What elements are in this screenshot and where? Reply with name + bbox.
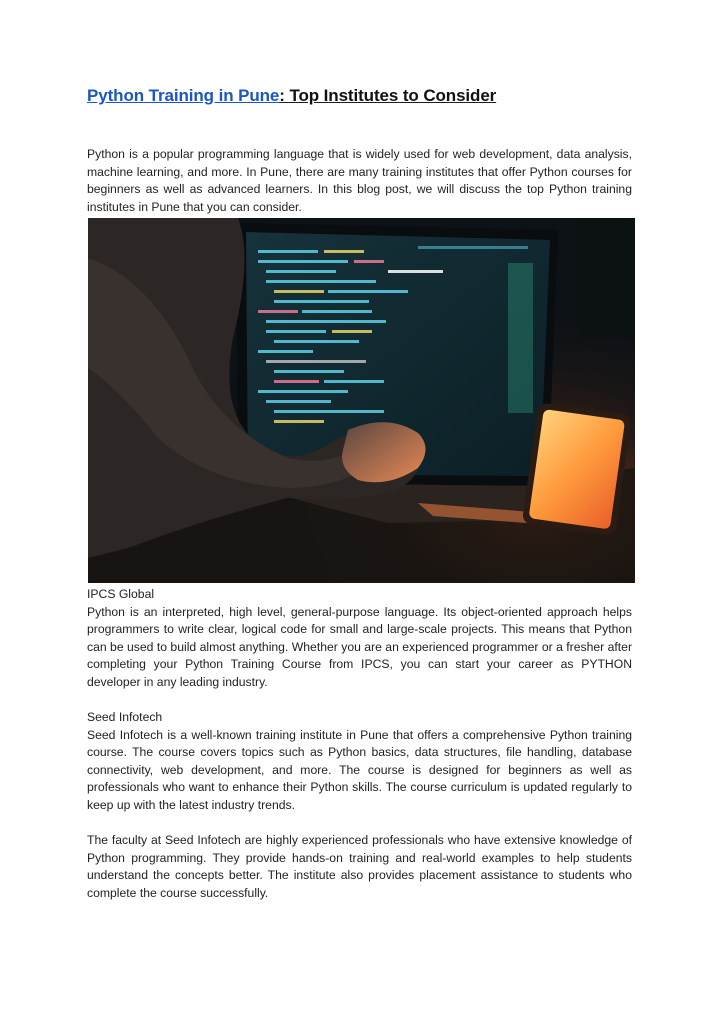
section-body: Seed Infotech is a well-known training institute in Pune that offers a comprehensive Python training course. The course covers topics such as Python basics, data structures, file handling, database connectivity, web development, and more. The course is designed for beginners as well as professionals who want to enhance their Python skills. The course curriculum is updated regularly to keep up with the latest industry trends. bbox=[87, 727, 632, 812]
intro-paragraph bbox=[87, 146, 632, 216]
photo-illustration bbox=[88, 218, 635, 583]
laptop-code-photo bbox=[88, 218, 635, 583]
smartphone bbox=[522, 402, 632, 536]
section-ipcs bbox=[87, 586, 632, 691]
section-seed-infotech bbox=[87, 709, 632, 814]
section-body-continued: The faculty at Seed Infotech are highly experienced professionals who have extensive knowledge of Python programming. They provide hands-on training and real-world examples to help students understand the concepts better. The institute also provides placement assistance to students who complete the course successfully. bbox=[87, 833, 632, 900]
title-link[interactable]: Python Training in Pune bbox=[87, 86, 280, 105]
intro-text: Python is a popular programming language that is widely used for web development, data analysis, machine learning, and more. In Pune, there are many training institutes that offer Python courses for beginners as well as advanced learners. In this blog post, we will discuss the top Python training institutes in Pune that you can consider. bbox=[87, 147, 632, 214]
section-body: Python is an interpreted, high level, general-purpose language. Its object-oriented approach helps programmers to write clear, logical code for small and large-scale projects. This means that Python can be used to build almost anything. Whether you are an experienced programmer or a fresher after completing your Python Training Course from IPCS, you can start your career as PYTHON developer in any leading industry. bbox=[87, 604, 632, 689]
section-seed-infotech-faculty bbox=[87, 832, 632, 902]
title-suffix: : Top Institutes to Consider bbox=[279, 86, 497, 105]
section-heading: Seed Infotech bbox=[87, 710, 163, 724]
section-heading: IPCS Global bbox=[87, 587, 155, 601]
page-title bbox=[87, 86, 496, 106]
